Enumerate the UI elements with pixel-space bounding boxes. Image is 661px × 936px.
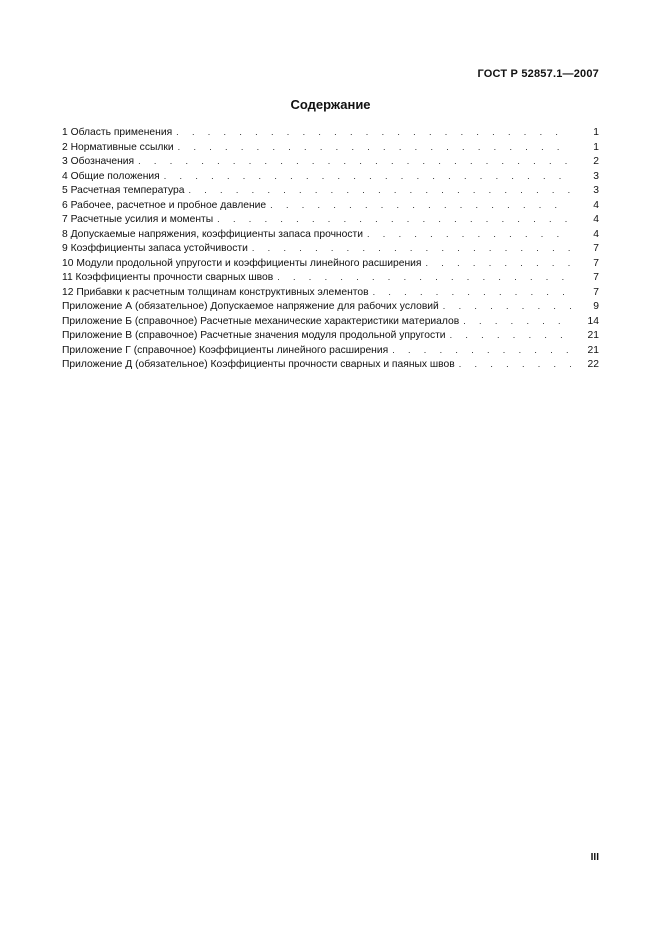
toc-entry-label: Приложение Г (справочное) Коэффициенты линейного расширения: [62, 344, 389, 356]
toc-entry[interactable]: [62, 299, 599, 314]
toc-leader-dots: [277, 270, 571, 285]
toc-entry[interactable]: [62, 241, 599, 256]
toc-leader-dots: [425, 256, 571, 271]
toc-entry-page: 3: [593, 170, 599, 182]
toc-entry-page: 7: [593, 257, 599, 269]
toc-leader-dots: [138, 154, 571, 169]
toc-entry[interactable]: [62, 314, 599, 329]
toc-entry-page: 1: [593, 127, 599, 138]
toc-leader-dots: [217, 212, 571, 227]
toc-entry[interactable]: [62, 328, 599, 343]
toc-entry-label: 7 Расчетные усилия и моменты: [62, 214, 214, 225]
toc-leader-dots: [252, 241, 571, 256]
toc-entry[interactable]: [62, 285, 599, 300]
toc-leader-dots: [392, 343, 571, 358]
toc-entry-label: Приложение Б (справочное) Расчетные механические характеристики материалов: [62, 315, 460, 327]
page-number: III: [590, 852, 599, 863]
toc-entry[interactable]: [62, 270, 599, 285]
toc-entry-label: 1 Область применения: [62, 127, 173, 138]
toc-leader-dots: [463, 314, 571, 329]
toc-entry[interactable]: [62, 154, 599, 169]
toc-entry-label: 5 Расчетная температура: [62, 185, 185, 196]
toc-entry[interactable]: [62, 183, 599, 198]
toc-leader-dots: [270, 198, 571, 213]
toc-entry-label: Приложение Д (обязательное) Коэффициенты прочности сварных и паяных швов: [62, 359, 455, 370]
toc-leader-dots: [443, 299, 571, 314]
toc-entry-page: 7: [593, 272, 599, 283]
toc-entry-page: 22: [587, 359, 599, 370]
toc-entry-page: 7: [593, 243, 599, 254]
toc-entry-label: Приложение В (справочное) Расчетные значения модуля продольной упругости: [62, 330, 446, 341]
toc-entry-label: Приложение А (обязательное) Допускаемое напряжение для рабочих условий: [62, 301, 439, 312]
toc-entry-page: 4: [593, 199, 599, 211]
toc-leader-dots: [188, 183, 571, 198]
toc-leader-dots: [176, 125, 571, 140]
toc-entry-page: 21: [587, 344, 599, 356]
toc-entry-page: 9: [593, 301, 599, 312]
toc-entry-page: 3: [593, 185, 599, 196]
toc-entry[interactable]: [62, 212, 599, 227]
toc-entry-label: 4 Общие положения: [62, 170, 160, 182]
toc-entry[interactable]: [62, 343, 599, 358]
toc-entry-label: 3 Обозначения: [62, 156, 135, 167]
toc-leader-dots: [367, 227, 571, 242]
toc-leader-dots: [373, 285, 571, 300]
toc-entry[interactable]: [62, 198, 599, 213]
toc-entry[interactable]: [62, 140, 599, 155]
toc-leader-dots: [450, 328, 571, 343]
toc-entry-page: 4: [593, 228, 599, 240]
document-code: ГОСТ Р 52857.1—2007: [477, 68, 599, 80]
toc-entry[interactable]: [62, 256, 599, 271]
toc-leader-dots: [459, 357, 571, 372]
toc-entry[interactable]: [62, 357, 599, 372]
toc-entry-page: 21: [587, 330, 599, 341]
toc-entry-label: 10 Модули продольной упругости и коэффициенты линейного расширения: [62, 257, 422, 269]
toc-entry-page: 2: [593, 156, 599, 167]
toc-title: Содержание: [290, 97, 371, 112]
toc-entry-label: 11 Коэффициенты прочности сварных швов: [62, 272, 274, 283]
toc-entry-page: 1: [593, 141, 599, 153]
toc-entry-label: 6 Рабочее, расчетное и пробное давление: [62, 199, 267, 211]
toc-entry[interactable]: [62, 227, 599, 242]
toc-entry[interactable]: [62, 169, 599, 184]
toc-entry-page: 4: [593, 214, 599, 225]
toc-leader-dots: [178, 140, 571, 155]
toc-entry-label: 9 Коэффициенты запаса устойчивости: [62, 243, 248, 254]
toc-leader-dots: [164, 169, 571, 184]
table-of-contents: [62, 125, 599, 372]
toc-entry-page: 7: [593, 286, 599, 298]
toc-entry-page: 14: [587, 315, 599, 327]
toc-entry[interactable]: [62, 125, 599, 140]
toc-entry-label: 2 Нормативные ссылки: [62, 141, 174, 153]
toc-entry-label: 8 Допускаемые напряжения, коэффициенты запаса прочности: [62, 228, 363, 240]
toc-entry-label: 12 Прибавки к расчетным толщинам конструктивных элементов: [62, 286, 369, 298]
